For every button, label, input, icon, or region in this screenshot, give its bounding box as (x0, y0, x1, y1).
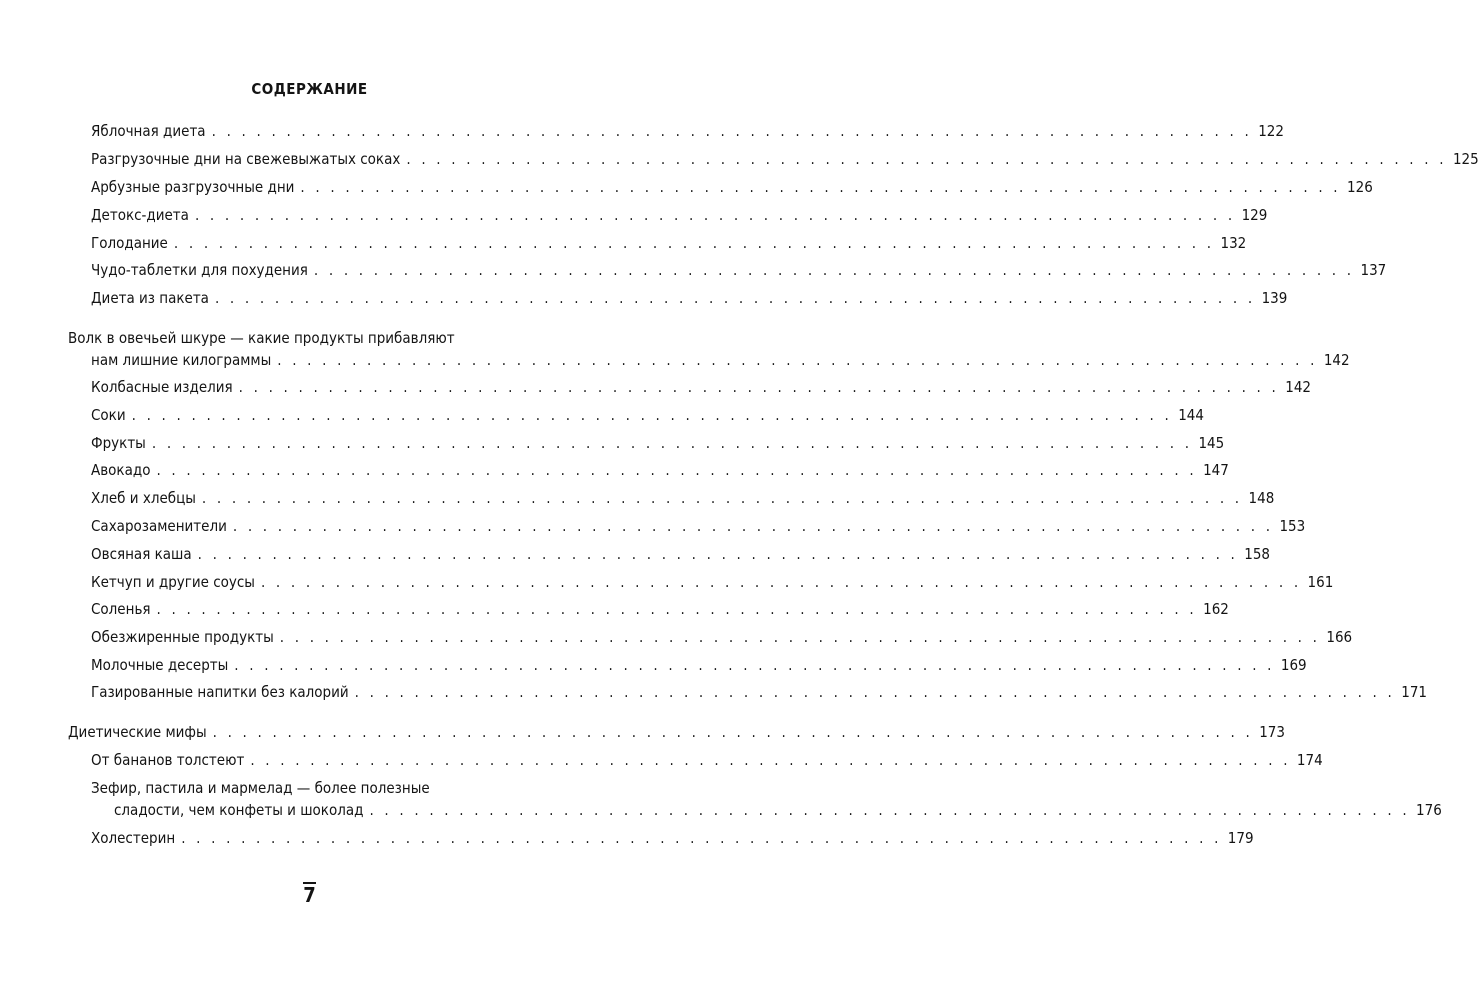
toc-entry-title: Соленья (91, 600, 151, 618)
toc-entry-page: 122 (1258, 122, 1284, 140)
toc-section-title: Волк в овечьей шкуре — какие продукты прибавляют (68, 329, 455, 347)
toc-entry-title: Детокс-диета (91, 206, 189, 224)
toc-entry-page: 129 (1241, 206, 1268, 224)
toc-entry-page: 137 (1360, 261, 1387, 279)
dot-leader: . . . . . . . . . . . . . . . . . . . . . . . . . . . . . . . . . . . . . . . . . . . . . . . . . . . . . . . . . . . . . . . . . . . . . . (277, 351, 1318, 369)
toc-section-title-cont: нам лишние килограммы (91, 351, 272, 369)
toc-entry-page: 126 (1347, 178, 1373, 196)
toc-entry-title: От бананов толстеют (91, 751, 245, 769)
toc-entry-title: Обезжиренные продукты (91, 628, 274, 646)
toc-entry-title: Диета из пакета (91, 289, 209, 307)
toc-entry-page: 125 (1452, 150, 1479, 168)
dot-leader: . . . . . . . . . . . . . . . . . . . . . . . . . . . . . . . . . . . . . . . . . . . . . . . . . . . . . . . . . . . . . . . . . . . . . . (212, 723, 1253, 741)
dot-leader: . . . . . . . . . . . . . . . . . . . . . . . . . . . . . . . . . . . . . . . . . . . . . . . . . . . . . . . . . . . . . . . . . . . . . . (354, 683, 1396, 701)
toc-entry-page: 132 (1220, 234, 1247, 252)
dot-leader: . . . . . . . . . . . . . . . . . . . . . . . . . . . . . . . . . . . . . . . . . . . . . . . . . . . . . . . . . . . . . . . . . . . . . . (201, 489, 1243, 507)
dot-leader: . . . . . . . . . . . . . . . . . . . . . . . . . . . . . . . . . . . . . . . . . . . . . . . . . . . . . . . . . . . . . . . . . . . . . . (260, 573, 1302, 591)
toc-entry-title: Зефир, пастила и мармелад — более полезные (91, 779, 430, 797)
dot-leader: . . . . . . . . . . . . . . . . . . . . . . . . . . . . . . . . . . . . . . . . . . . . . . . . . . . . . . . . . . . . . . . . . . . . . . (173, 234, 1215, 252)
toc-entry-title-cont: сладости, чем конфеты и шоколад (114, 801, 364, 819)
dot-leader: . . . . . . . . . . . . . . . . . . . . . . . . . . . . . . . . . . . . . . . . . . . . . . . . . . . . . . . . . . . . . . . . . . . . . . (156, 600, 1197, 618)
toc-entry-page: 171 (1401, 683, 1428, 701)
dot-leader: . . . . . . . . . . . . . . . . . . . . . . . . . . . . . . . . . . . . . . . . . . . . . . . . . . . . . . . . . . . . . . . . . . . . . . (238, 378, 1280, 396)
toc-entry-page: 139 (1261, 289, 1288, 307)
toc-entry-title: Соки (91, 406, 126, 424)
dot-leader: . . . . . . . . . . . . . . . . . . . . . . . . . . . . . . . . . . . . . . . . . . . . . . . . . . . . . . . . . . . . . . . . . . . . . . (279, 628, 1321, 646)
toc-entry-page: 176 (1416, 801, 1442, 819)
toc-entry-page: 179 (1227, 829, 1254, 847)
dot-leader: . . . . . . . . . . . . . . . . . . . . . . . . . . . . . . . . . . . . . . . . . . . . . . . . . . . . . . . . . . . . . . . . . . . . . . (194, 206, 1236, 224)
toc-entry-title: Холестерин (91, 829, 176, 847)
toc-entry-title: Разгрузочные дни на свежевыжатых соках (91, 150, 401, 168)
toc-entry-title: Овсяная каша (91, 545, 192, 563)
dot-leader: . . . . . . . . . . . . . . . . . . . . . . . . . . . . . . . . . . . . . . . . . . . . . . . . . . . . . . . . . . . . . . . . . . . . . . (250, 751, 1291, 769)
toc-section-page: 173 (1259, 723, 1285, 741)
dot-leader: . . . . . . . . . . . . . . . . . . . . . . . . . . . . . . . . . . . . . . . . . . . . . . . . . . . . . . . . . . . . . . . . . . . . . . (131, 406, 1172, 424)
toc-entry-page: 162 (1203, 600, 1229, 618)
toc-entry-title: Голодание (91, 234, 168, 252)
dot-leader: . . . . . . . . . . . . . . . . . . . . . . . . . . . . . . . . . . . . . . . . . . . . . . . . . . . . . . . . . . . . . . . . . . . . . . (300, 178, 1341, 196)
toc-entry-page: 161 (1307, 573, 1334, 591)
toc-entry-title: Авокадо (91, 461, 151, 479)
toc-entry-page: 174 (1296, 751, 1323, 769)
dot-leader: . . . . . . . . . . . . . . . . . . . . . . . . . . . . . . . . . . . . . . . . . . . . . . . . . . . . . . . . . . . . . . . . . . . . . . (369, 801, 1410, 819)
dot-leader: . . . . . . . . . . . . . . . . . . . . . . . . . . . . . . . . . . . . . . . . . . . . . . . . . . . . . . . . . . . . . . . . . . . . . . (211, 122, 1252, 140)
dot-leader: . . . . . . . . . . . . . . . . . . . . . . . . . . . . . . . . . . . . . . . . . . . . . . . . . . . . . . . . . . . . . . . . . . . . . . (156, 461, 1197, 479)
dot-leader: . . . . . . . . . . . . . . . . . . . . . . . . . . . . . . . . . . . . . . . . . . . . . . . . . . . . . . . . . . . . . . . . . . . . . . (197, 545, 1239, 563)
toc-entry-title: Фрукты (91, 434, 146, 452)
page-number (0, 882, 619, 907)
dot-leader: . . . . . . . . . . . . . . . . . . . . . . . . . . . . . . . . . . . . . . . . . . . . . . . . . . . . . . . . . . . . . . . . . . . . . . (234, 656, 1275, 674)
toc-entry-page: 142 (1285, 378, 1312, 396)
dot-leader: . . . . . . . . . . . . . . . . . . . . . . . . . . . . . . . . . . . . . . . . . . . . . . . . . . . . . . . . . . . . . . . . . . . . . . (181, 829, 1222, 847)
dot-leader: . . . . . . . . . . . . . . . . . . . . . . . . . . . . . . . . . . . . . . . . . . . . . . . . . . . . . . . . . . . . . . . . . . . . . . (406, 150, 1447, 168)
toc-entry-title: Колбасные изделия (91, 378, 233, 396)
toc-heading: СОДЕРЖАНИЕ (251, 80, 368, 98)
toc-entry-title: Молочные десерты (91, 656, 229, 674)
toc-entry-page: 148 (1248, 489, 1275, 507)
toc-entry-title: Яблочная диета (91, 122, 206, 140)
toc-entry-title: Хлеб и хлебцы (91, 489, 196, 507)
page-number-text: 7 (303, 883, 316, 907)
toc-entry-title: Сахарозаменители (91, 517, 227, 535)
dot-leader: . . . . . . . . . . . . . . . . . . . . . . . . . . . . . . . . . . . . . . . . . . . . . . . . . . . . . . . . . . . . . . . . . . . . . . (151, 434, 1193, 452)
dot-leader: . . . . . . . . . . . . . . . . . . . . . . . . . . . . . . . . . . . . . . . . . . . . . . . . . . . . . . . . . . . . . . . . . . . . . . (313, 261, 1355, 279)
dot-leader: . . . . . . . . . . . . . . . . . . . . . . . . . . . . . . . . . . . . . . . . . . . . . . . . . . . . . . . . . . . . . . . . . . . . . . (214, 289, 1256, 307)
toc-section-title: Диетические мифы (68, 723, 207, 741)
toc-entry-page: 158 (1244, 545, 1271, 563)
toc-entry-title: Газированные напитки без калорий (91, 683, 349, 701)
dot-leader: . . . . . . . . . . . . . . . . . . . . . . . . . . . . . . . . . . . . . . . . . . . . . . . . . . . . . . . . . . . . . . . . . . . . . . (232, 517, 1274, 535)
toc-entry-page: 169 (1280, 656, 1307, 674)
toc-section-page: 142 (1323, 351, 1350, 369)
toc-entry-page: 144 (1178, 406, 1204, 424)
toc-entry-title: Чудо-таблетки для похудения (91, 261, 308, 279)
toc-entry-page: 166 (1326, 628, 1353, 646)
toc-entry-page: 147 (1203, 461, 1229, 479)
toc-entry-title: Кетчуп и другие соусы (91, 573, 255, 591)
toc-entry-page: 153 (1279, 517, 1306, 535)
toc-entry-title: Арбузные разгрузочные дни (91, 178, 295, 196)
toc-entry-page: 145 (1198, 434, 1225, 452)
